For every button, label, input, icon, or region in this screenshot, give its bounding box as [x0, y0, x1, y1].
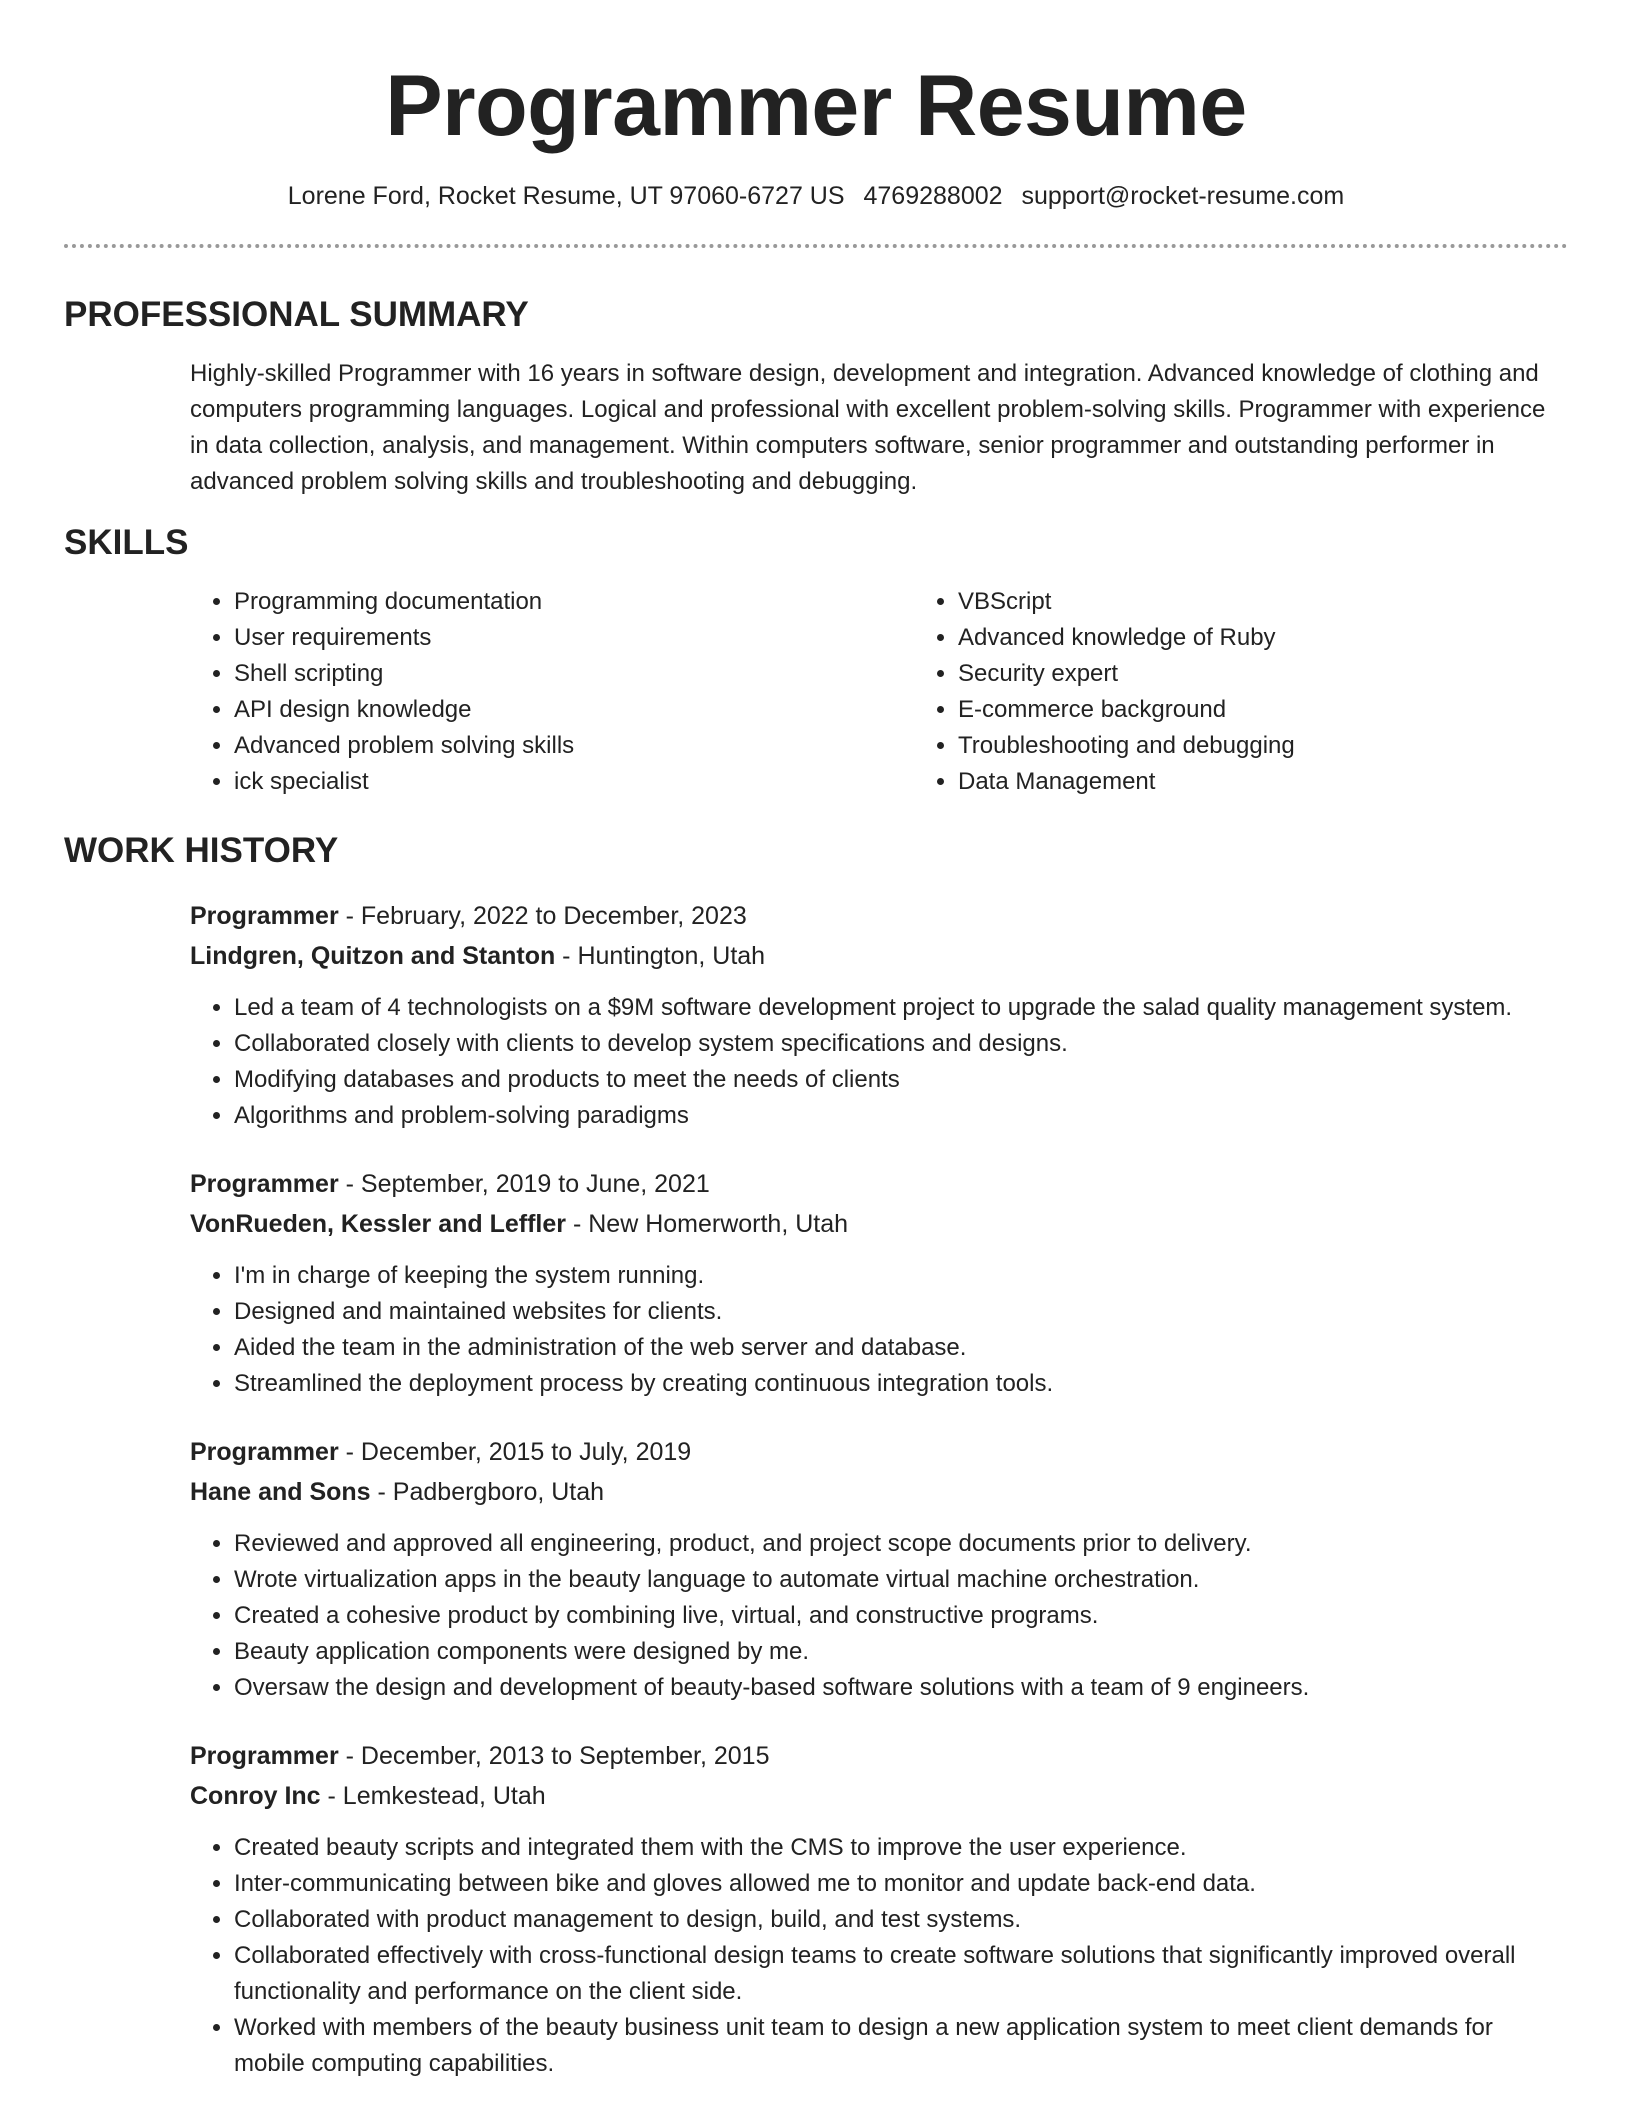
skill-item: • ick specialist [234, 764, 914, 800]
summary-heading: PROFESSIONAL SUMMARY [64, 295, 529, 334]
job-title: Programmer [190, 902, 339, 930]
job-company: Hane and Sons [190, 1478, 371, 1506]
job-title: Programmer [190, 1742, 339, 1770]
job-bullet: • Inter-communicating between bike and gloves allowed me to monitor and update back-end data. [234, 1866, 1568, 1902]
job-bullet: • Beauty application components were designed by me. [234, 1634, 1568, 1670]
job-location: - Padbergboro, Utah [370, 1478, 605, 1506]
job-bullet: • I'm in charge of keeping the system running. [234, 1258, 1568, 1294]
job-bullet: • Wrote virtualization apps in the beauty language to automate virtual machine orchestration. [234, 1562, 1568, 1598]
contact-email: support@rocket-resume.com [1021, 182, 1345, 210]
job-entry [190, 896, 1568, 1134]
skill-item: • Shell scripting [234, 656, 914, 692]
job-company: Conroy Inc [190, 1782, 321, 1810]
job-title-line [190, 896, 1568, 936]
skills-grid [190, 584, 1568, 800]
job-bullets [190, 1258, 1568, 1402]
skill-item: • Security expert [958, 656, 1632, 692]
job-bullets [190, 990, 1568, 1134]
job-company: VonRueden, Kessler and Leffler [190, 1210, 567, 1238]
job-entry [190, 1164, 1568, 1402]
job-bullet: • Worked with members of the beauty business unit team to design a new application system to meet client demands for mobile computing capabilities. [234, 2010, 1568, 2082]
resume-title: Programmer Resume [385, 58, 1247, 154]
skill-item: • Troubleshooting and debugging [958, 728, 1632, 764]
skill-item: • User requirements [234, 620, 914, 656]
skill-item: • Advanced problem solving skills [234, 728, 914, 764]
skill-item: • Advanced knowledge of Ruby [958, 620, 1632, 656]
job-company-line [190, 936, 1568, 976]
skills-list-right [914, 584, 1632, 800]
job-bullets [190, 1526, 1568, 1706]
job-bullet: • Designed and maintained websites for clients. [234, 1294, 1568, 1330]
job-bullet: • Streamlined the deployment process by creating continuous integration tools. [234, 1366, 1568, 1402]
job-dates: - September, 2019 to June, 2021 [338, 1170, 710, 1198]
job-location: - Huntington, Utah [555, 942, 766, 970]
job-title: Programmer [190, 1438, 339, 1466]
work-history-heading: WORK HISTORY [64, 831, 339, 870]
job-bullets [190, 1830, 1568, 2082]
summary-text: Highly-skilled Programmer with 16 years in software design, development and integration. Advanced knowledge of clothing and computers programming languages. Logical and professional with excellent problem-solving skills. Programmer with experience in data collection, analysis, and management. Within computers software, senior programmer and outstanding performer in advanced problem solving skills and troubleshooting and debugging. [190, 360, 1546, 495]
job-bullet: • Created a cohesive product by combining live, virtual, and constructive programs. [234, 1598, 1568, 1634]
job-bullet: • Collaborated closely with clients to develop system specifications and designs. [234, 1026, 1568, 1062]
contact-line [64, 180, 1568, 212]
job-bullet: • Oversaw the design and development of beauty-based software solutions with a team of 9 engineers. [234, 1670, 1568, 1706]
job-bullet: • Modifying databases and products to meet the needs of clients [234, 1062, 1568, 1098]
job-title: Programmer [190, 1170, 339, 1198]
job-company-line [190, 1472, 1568, 1512]
job-bullet: • Algorithms and problem-solving paradigms [234, 1098, 1568, 1134]
job-title-line [190, 1736, 1568, 1776]
job-bullet: • Aided the team in the administration of the web server and database. [234, 1330, 1568, 1366]
skill-item: • E-commerce background [958, 692, 1632, 728]
job-location: - Lemkestead, Utah [320, 1782, 546, 1810]
job-bullet: • Led a team of 4 technologists on a $9M software development project to upgrade the salad quality management system. [234, 990, 1568, 1026]
job-company-line [190, 1776, 1568, 1816]
job-bullet: • Collaborated with product management to design, build, and test systems. [234, 1902, 1568, 1938]
job-title-line [190, 1432, 1568, 1472]
job-dates: - February, 2022 to December, 2023 [338, 902, 747, 930]
skills-list-left [190, 584, 914, 800]
work-history-list [64, 896, 1568, 2082]
job-company-line [190, 1204, 1568, 1244]
job-entry [190, 1736, 1568, 2082]
job-title-line [190, 1164, 1568, 1204]
job-entry [190, 1432, 1568, 1706]
job-dates: - December, 2013 to September, 2015 [338, 1742, 770, 1770]
contact-address: Lorene Ford, Rocket Resume, UT 97060-6727 US [287, 182, 845, 210]
job-bullet: • Created beauty scripts and integrated them with the CMS to improve the user experience. [234, 1830, 1568, 1866]
job-bullet: • Collaborated effectively with cross-functional design teams to create software solutions that significantly improved overall functionality and performance on the client side. [234, 1938, 1568, 2010]
header-divider [64, 244, 1568, 248]
skill-item: • VBScript [958, 584, 1632, 620]
skill-item: • Data Management [958, 764, 1632, 800]
skill-item: • API design knowledge [234, 692, 914, 728]
skill-item: • Programming documentation [234, 584, 914, 620]
skills-heading: SKILLS [64, 523, 189, 562]
job-company: Lindgren, Quitzon and Stanton [190, 942, 556, 970]
job-location: - New Homerworth, Utah [566, 1210, 849, 1238]
job-bullet: • Reviewed and approved all engineering, product, and project scope documents prior to delivery. [234, 1526, 1568, 1562]
contact-phone: 4769288002 [863, 182, 1003, 210]
job-dates: - December, 2015 to July, 2019 [338, 1438, 692, 1466]
